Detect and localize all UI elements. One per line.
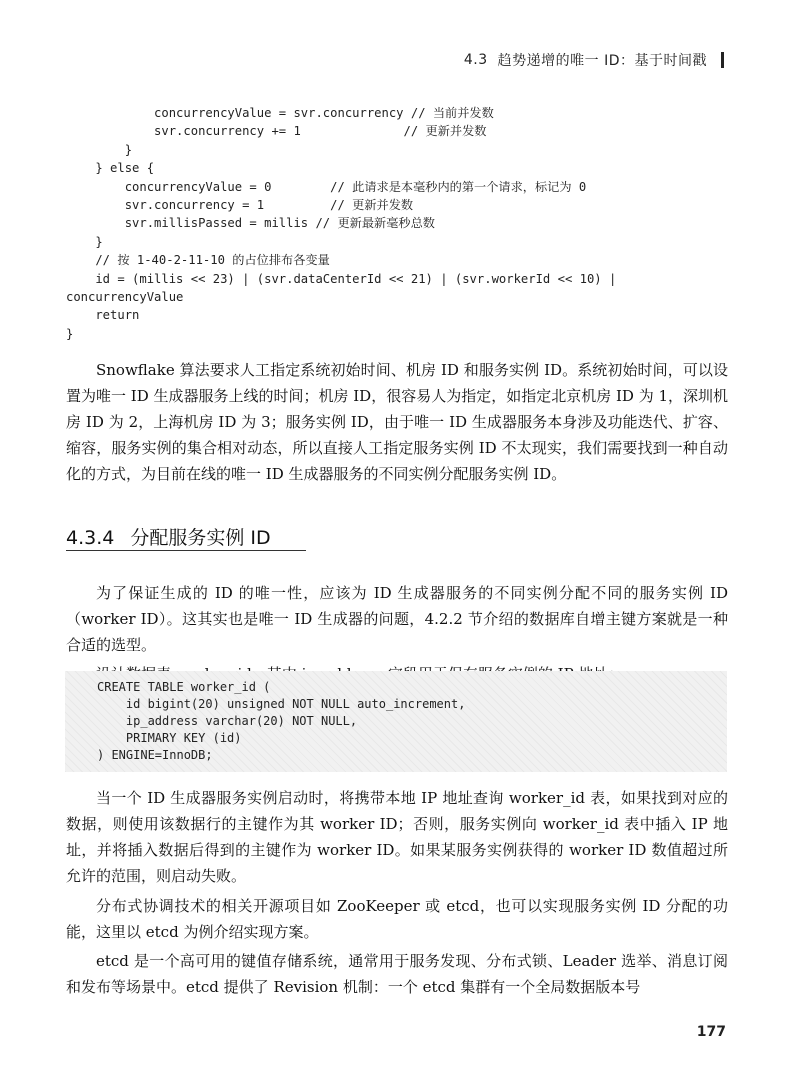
code-line: svr.millisPassed = millis // 更新最新毫秒总数 <box>66 216 435 231</box>
code-block-snowflake <box>66 104 616 343</box>
page-number: 177 <box>696 1024 726 1040</box>
code-line: svr.concurrency += 1 // 更新并发数 <box>66 124 487 139</box>
code-line: concurrencyValue <box>66 290 184 305</box>
paragraph-coordination: 分布式协调技术的相关开源项目如 ZooKeeper 或 etcd，也可以实现服务实例 ID 分配的功能，这里以 etcd 为例介绍实现方案。 <box>66 897 728 941</box>
code-line: svr.concurrency = 1 // 更新并发数 <box>66 198 414 213</box>
code-line: id = (millis << 23) | (svr.dataCenterId << 21) | (svr.workerId << 10) | <box>66 271 617 286</box>
code-line: } else { <box>66 161 155 176</box>
code-line: concurrencyValue = svr.concurrency // 当前并发数 <box>66 106 494 120</box>
header-bar <box>721 52 724 68</box>
header-section-number: 4.3 <box>463 52 488 68</box>
sql-code <box>97 679 465 764</box>
code-line: CREATE TABLE worker_id ( <box>97 680 271 694</box>
code-line: } <box>66 326 74 341</box>
paragraph-etcd: etcd 是一个高可用的键值存储系统，通常用于服务发现、分布式锁、Leader 选举、消息订阅和发布等场景中。etcd 提供了 Revision 机制：一个 etcd 集群有一个全局数据版本号 <box>66 952 728 996</box>
code-line: } <box>66 142 133 157</box>
paragraph-startup-flow: 当一个 ID 生成器服务实例启动时，将携带本地 IP 地址查询 worker_id 表，如果找到对应的数据，则使用该数据行的主键作为其 worker ID；否则，服务实例向 worker_id 表中插入 IP 地址，并将插入数据后得到的主键作为 worker ID。如果某服务实例获得的 worker ID 数值超过所允许的范围，则启动失败。 <box>66 789 728 885</box>
paragraph-worker-id-intro: 为了保证生成的 ID 的唯一性，应该为 ID 生成器服务的不同实例分配不同的服务实例 ID（worker ID）。这其实也是唯一 ID 生成器的问题，4.2.2 节介绍的数据库自增主键方案就是一种合适的选型。 <box>66 584 728 654</box>
code-line: } <box>66 234 103 249</box>
section-rule <box>66 550 306 551</box>
section-number: 4.3.4 <box>66 527 115 549</box>
header-section-title: 趋势递增的唯一 ID：基于时间戳 <box>497 53 707 69</box>
code-line: concurrencyValue = 0 // 此请求是本毫秒内的第一个请求，标记为 0 <box>66 179 587 194</box>
code-line: // 按 1-40-2-11-10 的占位排布各变量 <box>66 253 330 268</box>
code-line: PRIMARY KEY (id) <box>97 731 242 745</box>
code-line: ip_address varchar(20) NOT NULL, <box>97 714 358 728</box>
section-heading <box>66 523 271 550</box>
paragraph-snowflake-ids: Snowflake 算法要求人工指定系统初始时间、机房 ID 和服务实例 ID。系统初始时间，可以设置为唯一 ID 生成器服务上线的时间；机房 ID，很容易人为指定，如指定北京机房 ID 为 1，深圳机房 ID 为 2，上海机房 ID 为 3；服务实例 ID，由于唯一 ID 生成器服务本身涉及功能迭代、扩容、缩容，服务实例的集合相对动态，所以直接人工指定服务实例 ID 不太现实，我们需要找到一种自动化的方式，为目前在线的唯一 ID 生成器服务的不同实例分配服务实例 ID。 <box>66 361 729 483</box>
code-line: return <box>66 308 140 323</box>
running-header <box>464 50 724 70</box>
code-line: id bigint(20) unsigned NOT NULL auto_increment, <box>97 697 466 711</box>
section-title: 分配服务实例 ID <box>130 527 271 549</box>
code-line: ) ENGINE=InnoDB; <box>97 748 213 762</box>
code-block-sql <box>65 671 727 772</box>
